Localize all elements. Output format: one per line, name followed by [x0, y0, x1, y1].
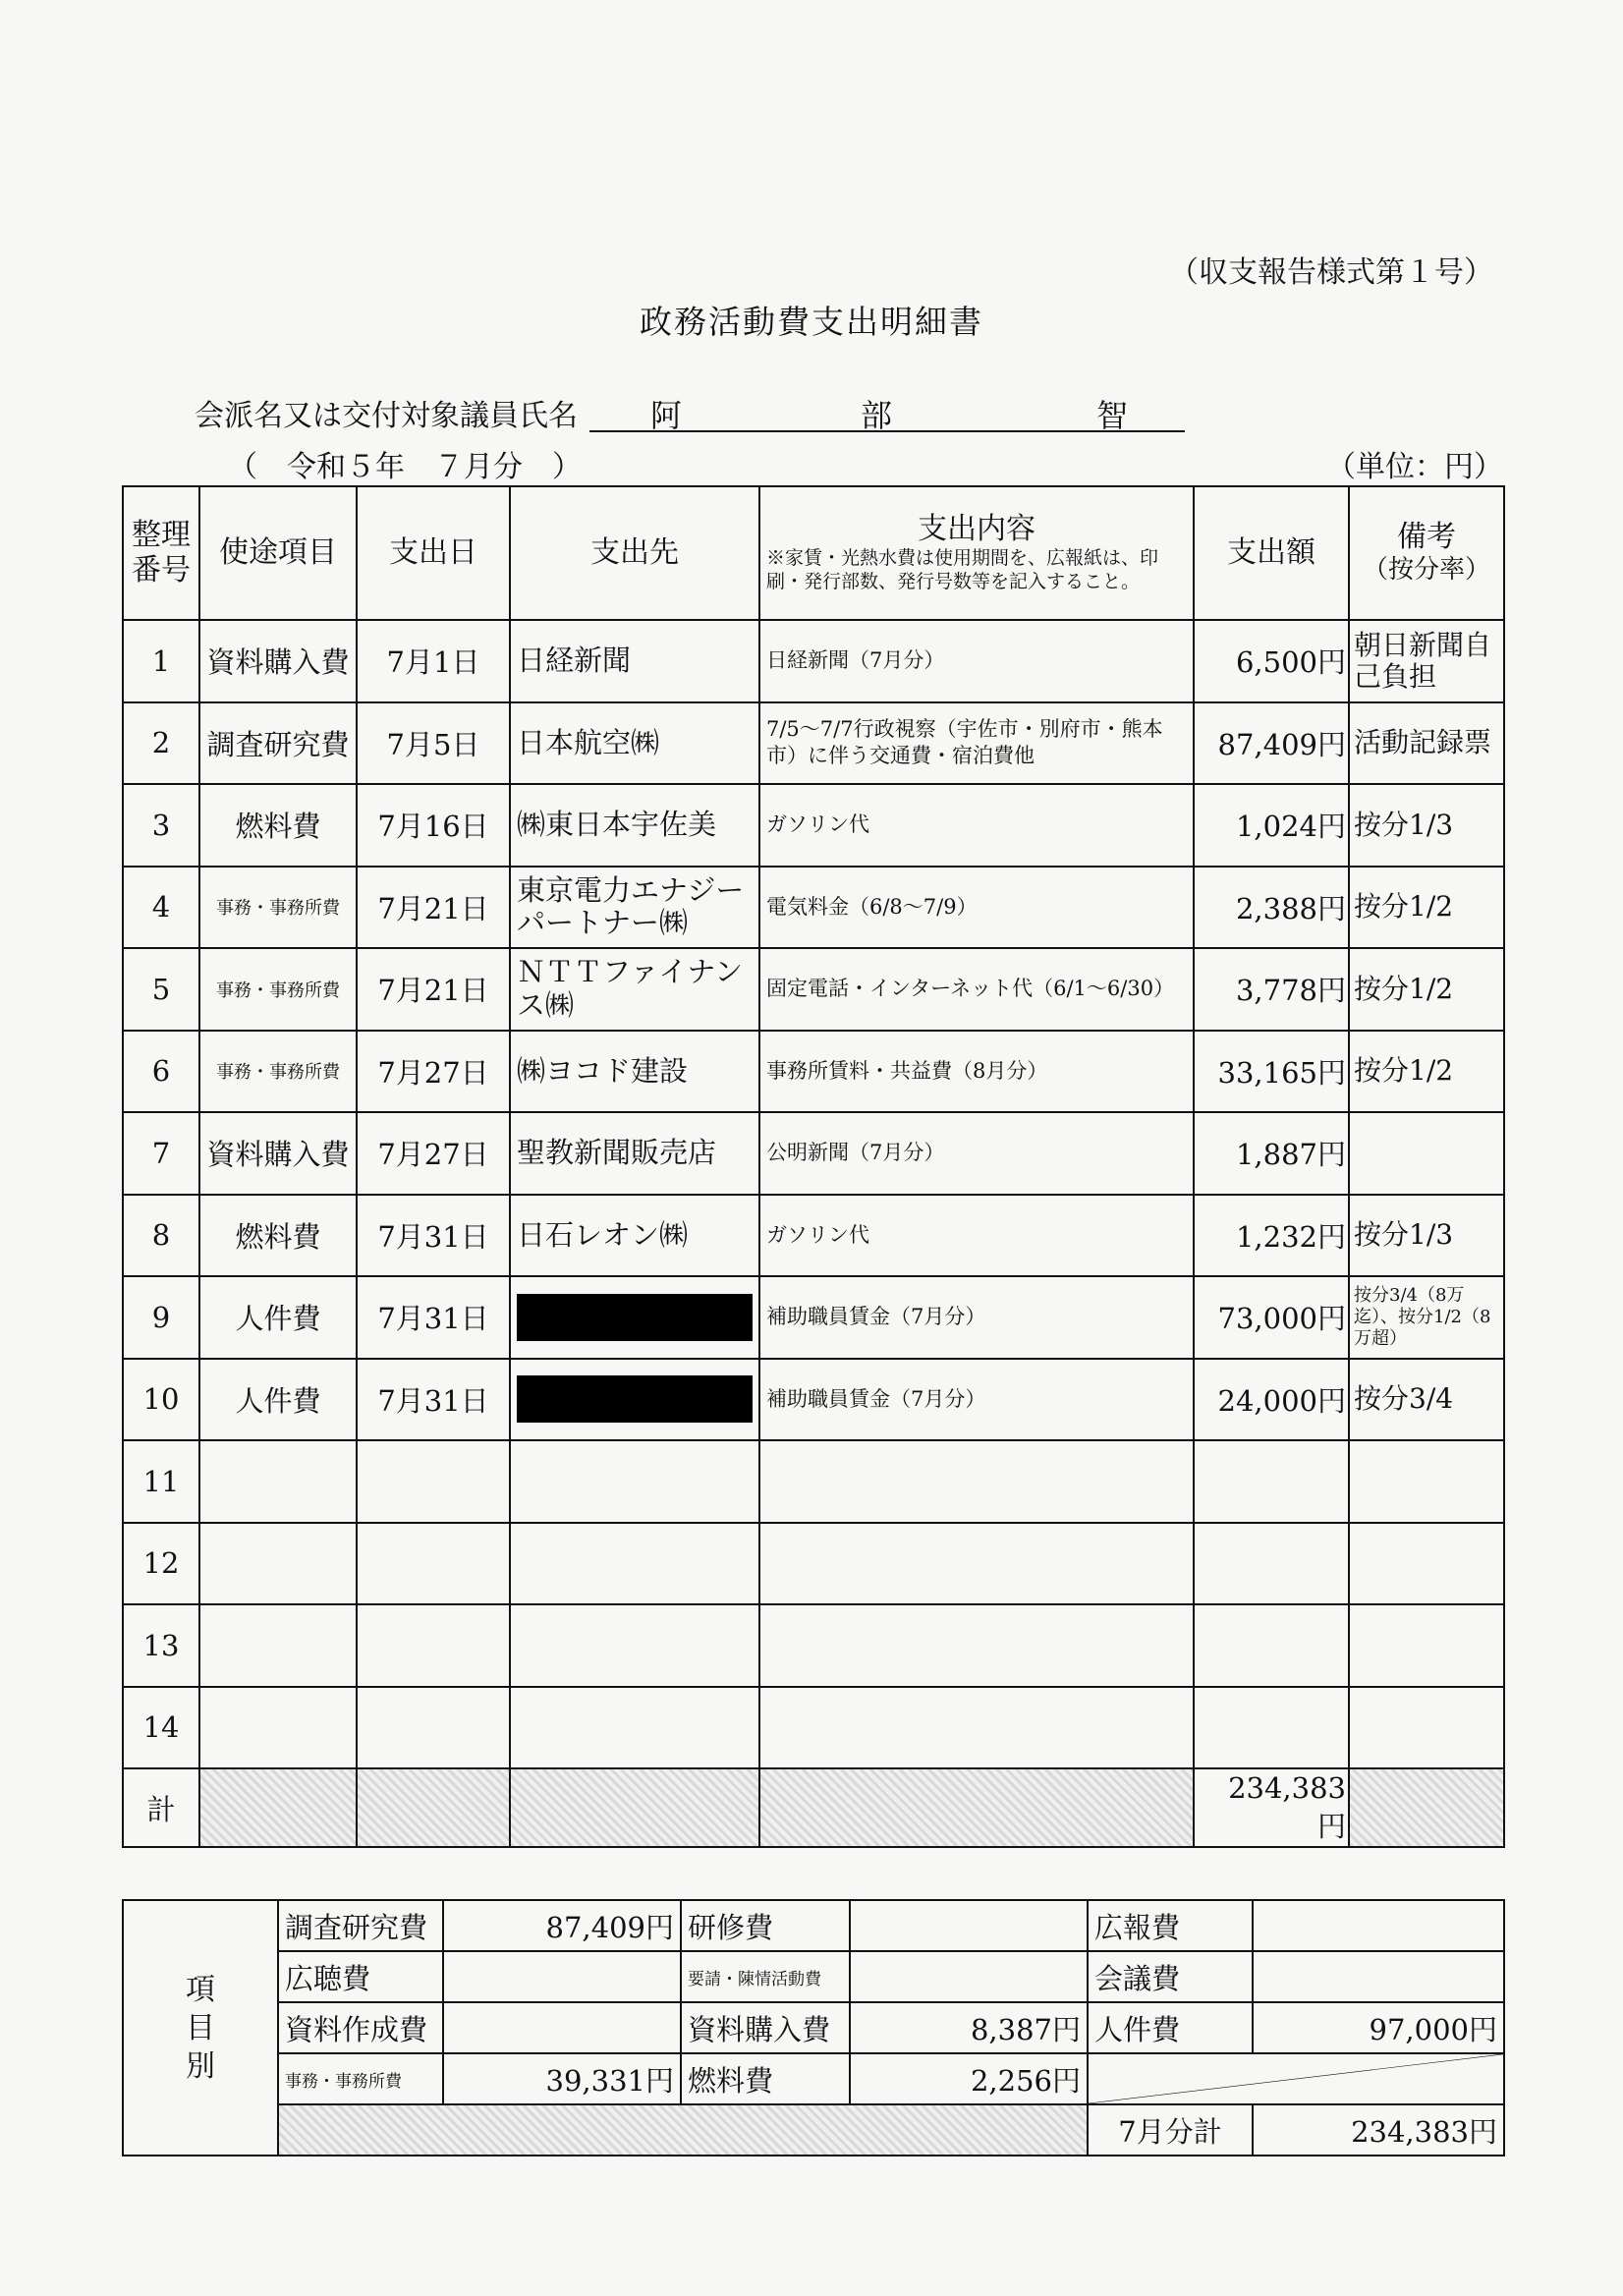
name-part: 智	[1096, 397, 1129, 434]
row-number: 2	[123, 702, 199, 785]
row-date	[357, 1604, 510, 1687]
header-remarks	[1349, 486, 1504, 620]
summary-item-value: 8,387円	[850, 2002, 1088, 2053]
row-content	[759, 1523, 1194, 1605]
row-purpose: 事務・事務所費	[199, 867, 357, 949]
summary-item-label: 資料作成費	[278, 2002, 443, 2053]
summary-row	[123, 2053, 1504, 2104]
name-label: 会派名又は交付対象議員氏名	[195, 399, 578, 433]
row-purpose	[199, 1440, 357, 1523]
summary-item-label: 調査研究費	[278, 1900, 443, 1951]
table-row	[123, 1276, 1504, 1359]
row-date: 7月16日	[357, 784, 510, 867]
row-number: 14	[123, 1687, 199, 1769]
row-payee	[510, 1276, 759, 1359]
row-amount: 1,232円	[1194, 1195, 1349, 1277]
document-title: 政務活動費支出明細書	[640, 303, 983, 341]
row-content: ガソリン代	[759, 784, 1194, 867]
row-payee: 東京電力エナジーパートナー㈱	[510, 867, 759, 949]
table-row	[123, 784, 1504, 867]
row-content: 7/5～7/7行政視察（宇佐市・別府市・熊本市）に伴う交通費・宿泊費他	[759, 702, 1194, 785]
row-amount	[1194, 1523, 1349, 1605]
row-payee: 日本航空㈱	[510, 702, 759, 785]
summary-total-row	[123, 2104, 1504, 2156]
summary-item-label: 資料購入費	[681, 2002, 850, 2053]
row-remarks: 按分1/2	[1349, 948, 1504, 1031]
summary-item-value	[850, 1951, 1088, 2002]
summary-item-label: 燃料費	[681, 2053, 850, 2104]
row-purpose: 燃料費	[199, 1195, 357, 1277]
row-purpose	[199, 1523, 357, 1605]
row-amount: 87,409円	[1194, 702, 1349, 785]
shaded-cell	[759, 1768, 1194, 1847]
summary-item-value	[443, 2002, 681, 2053]
diagonal-cell	[1088, 2053, 1504, 2104]
name-part: 阿	[650, 397, 683, 434]
summary-item-label: 研修費	[681, 1900, 850, 1951]
header-content-note: ※家賃・光熱水費は使用期間を、広報紙は、印刷・発行部数、発行号数等を記入すること。	[766, 547, 1159, 592]
row-content: 日経新聞（7月分）	[759, 620, 1194, 702]
summary-item-value	[443, 1951, 681, 2002]
table-row	[123, 1359, 1504, 1441]
shaded-cell	[278, 2104, 1088, 2156]
row-remarks: 按分1/3	[1349, 1195, 1504, 1277]
row-purpose	[199, 1687, 357, 1769]
row-number: 8	[123, 1195, 199, 1277]
row-remarks	[1349, 1112, 1504, 1195]
row-purpose: 燃料費	[199, 784, 357, 867]
name-part: 部	[861, 397, 893, 434]
summary-item-label: 広聴費	[278, 1951, 443, 2002]
row-purpose: 事務・事務所費	[199, 948, 357, 1031]
row-amount: 73,000円	[1194, 1276, 1349, 1359]
summary-item-label: 会議費	[1088, 1951, 1253, 2002]
row-date: 7月5日	[357, 702, 510, 785]
name-field	[589, 397, 1185, 434]
summary-item-value	[850, 1900, 1088, 1951]
header-row	[123, 486, 1504, 620]
header-content	[759, 486, 1194, 620]
row-amount: 2,388円	[1194, 867, 1349, 949]
summary-item-value: 97,000円	[1253, 2002, 1504, 2053]
row-purpose: 人件費	[199, 1359, 357, 1441]
summary-side-label: 項目別	[123, 1900, 278, 2156]
unit-label: （単位：円）	[1326, 450, 1503, 484]
row-date: 7月1日	[357, 620, 510, 702]
header-remarks-title: 備考	[1397, 520, 1456, 555]
row-payee	[510, 1604, 759, 1687]
total-label: 計	[123, 1768, 199, 1847]
row-number: 13	[123, 1604, 199, 1687]
row-content: 補助職員賃金（7月分）	[759, 1276, 1194, 1359]
shaded-cell	[510, 1768, 759, 1847]
summary-item-value	[1253, 1900, 1504, 1951]
row-remarks	[1349, 1440, 1504, 1523]
row-date: 7月31日	[357, 1359, 510, 1441]
row-date: 7月27日	[357, 1112, 510, 1195]
row-date: 7月21日	[357, 948, 510, 1031]
row-content: 公明新聞（7月分）	[759, 1112, 1194, 1195]
row-purpose	[199, 1604, 357, 1687]
header-payee: 支出先	[510, 486, 759, 620]
header-purpose: 使途項目	[199, 486, 357, 620]
shaded-cell	[199, 1768, 357, 1847]
row-remarks: 按分3/4（8万迄）、按分1/2（8万超）	[1349, 1276, 1504, 1359]
row-number: 10	[123, 1359, 199, 1441]
row-purpose: 調査研究費	[199, 702, 357, 785]
header-amount: 支出額	[1194, 486, 1349, 620]
row-number: 6	[123, 1031, 199, 1113]
row-date	[357, 1440, 510, 1523]
total-amount: 234,383円	[1194, 1768, 1349, 1847]
summary-item-label: 事務・事務所費	[278, 2053, 443, 2104]
row-remarks	[1349, 1523, 1504, 1605]
summary-item-label: 要請・陳情活動費	[681, 1951, 850, 2002]
diagonal-line	[1089, 2054, 1503, 2103]
row-content: 補助職員賃金（7月分）	[759, 1359, 1194, 1441]
row-content	[759, 1687, 1194, 1769]
summary-item-value	[1253, 1951, 1504, 2002]
row-content	[759, 1604, 1194, 1687]
table-row	[123, 867, 1504, 949]
row-date: 7月31日	[357, 1195, 510, 1277]
shaded-cell	[1349, 1768, 1504, 1847]
row-amount: 33,165円	[1194, 1031, 1349, 1113]
month-total-label: 7月分計	[1088, 2104, 1253, 2156]
row-remarks: 朝日新聞自己負担	[1349, 620, 1504, 702]
row-amount: 6,500円	[1194, 620, 1349, 702]
row-date: 7月27日	[357, 1031, 510, 1113]
row-payee: 日石レオン㈱	[510, 1195, 759, 1277]
row-number: 1	[123, 620, 199, 702]
row-remarks: 按分1/2	[1349, 1031, 1504, 1113]
row-remarks: 活動記録票	[1349, 702, 1504, 785]
row-amount: 1,887円	[1194, 1112, 1349, 1195]
row-date: 7月21日	[357, 867, 510, 949]
row-number: 7	[123, 1112, 199, 1195]
row-content: ガソリン代	[759, 1195, 1194, 1277]
row-purpose: 事務・事務所費	[199, 1031, 357, 1113]
row-number: 5	[123, 948, 199, 1031]
table-row	[123, 1687, 1504, 1769]
redaction-bar	[517, 1294, 753, 1341]
table-row	[123, 1440, 1504, 1523]
row-date	[357, 1523, 510, 1605]
row-purpose: 資料購入費	[199, 620, 357, 702]
row-number: 12	[123, 1523, 199, 1605]
table-row	[123, 1523, 1504, 1605]
summary-table	[122, 1899, 1505, 2156]
row-remarks: 按分1/2	[1349, 867, 1504, 949]
expense-table	[122, 485, 1505, 1848]
month-total-value: 234,383円	[1253, 2104, 1504, 2156]
summary-item-value: 2,256円	[850, 2053, 1088, 2104]
table-row	[123, 1195, 1504, 1277]
row-payee: ㈱ヨコド建設	[510, 1031, 759, 1113]
row-payee	[510, 1523, 759, 1605]
row-number: 4	[123, 867, 199, 949]
summary-item-label: 広報費	[1088, 1900, 1253, 1951]
row-payee	[510, 1687, 759, 1769]
header-date: 支出日	[357, 486, 510, 620]
table-row	[123, 1031, 1504, 1113]
form-number: （収支報告様式第１号）	[1169, 255, 1493, 290]
redaction-bar	[517, 1375, 753, 1423]
row-date	[357, 1687, 510, 1769]
row-payee: 日経新聞	[510, 620, 759, 702]
row-number: 3	[123, 784, 199, 867]
row-amount: 1,024円	[1194, 784, 1349, 867]
table-row	[123, 702, 1504, 785]
row-payee: ＮＴＴファイナンス㈱	[510, 948, 759, 1031]
header-content-title: 支出内容	[918, 512, 1035, 547]
table-row	[123, 1604, 1504, 1687]
period-label: （ 令和５年 ７月分 ）	[228, 450, 582, 484]
table-row	[123, 1112, 1504, 1195]
row-amount: 3,778円	[1194, 948, 1349, 1031]
row-amount	[1194, 1440, 1349, 1523]
row-number: 11	[123, 1440, 199, 1523]
summary-item-label: 人件費	[1088, 2002, 1253, 2053]
row-amount	[1194, 1687, 1349, 1769]
row-payee: ㈱東日本宇佐美	[510, 784, 759, 867]
row-payee	[510, 1440, 759, 1523]
row-content: 事務所賃料・共益費（8月分）	[759, 1031, 1194, 1113]
row-amount	[1194, 1604, 1349, 1687]
row-remarks: 按分1/3	[1349, 784, 1504, 867]
summary-row	[123, 1951, 1504, 2002]
row-purpose: 資料購入費	[199, 1112, 357, 1195]
row-remarks: 按分3/4	[1349, 1359, 1504, 1441]
row-payee: 聖教新聞販売店	[510, 1112, 759, 1195]
row-remarks	[1349, 1604, 1504, 1687]
header-no: 整理番号	[123, 486, 199, 620]
row-remarks	[1349, 1687, 1504, 1769]
summary-row	[123, 2002, 1504, 2053]
table-row	[123, 948, 1504, 1031]
row-number: 9	[123, 1276, 199, 1359]
shaded-cell	[357, 1768, 510, 1847]
row-payee	[510, 1359, 759, 1441]
summary-item-value: 87,409円	[443, 1900, 681, 1951]
total-row	[123, 1768, 1504, 1847]
row-content: 固定電話・インターネット代（6/1～6/30）	[759, 948, 1194, 1031]
table-row	[123, 620, 1504, 702]
summary-row	[123, 1900, 1504, 1951]
row-purpose: 人件費	[199, 1276, 357, 1359]
summary-item-value: 39,331円	[443, 2053, 681, 2104]
row-content	[759, 1440, 1194, 1523]
row-amount: 24,000円	[1194, 1359, 1349, 1441]
header-remarks-sub: （按分率）	[1362, 555, 1490, 586]
row-date: 7月31日	[357, 1276, 510, 1359]
row-content: 電気料金（6/8～7/9）	[759, 867, 1194, 949]
